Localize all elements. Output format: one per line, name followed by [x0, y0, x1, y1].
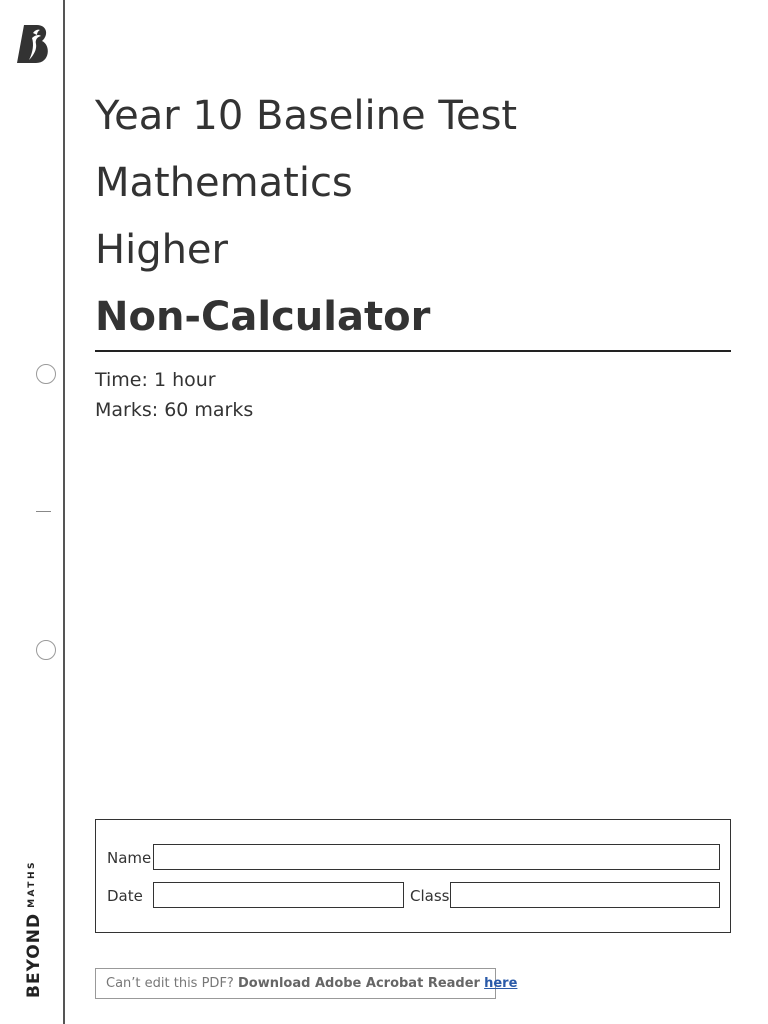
punch-hole-bottom: [36, 640, 56, 660]
brand-name: BEYOND: [24, 912, 44, 998]
title-line-2: Mathematics: [95, 160, 353, 206]
time-info: Time: 1 hour: [95, 369, 216, 391]
brand-sub: MATHS: [27, 860, 37, 908]
class-label: Class: [410, 887, 450, 905]
punch-hole-top: [36, 364, 56, 384]
acrobat-banner: [95, 968, 518, 999]
student-details-form: [95, 819, 731, 933]
title-line-1: Year 10 Baseline Test: [95, 93, 518, 139]
brand-wordmark: [24, 860, 44, 998]
banner-action: Download Adobe Acrobat Reader: [237, 976, 480, 991]
banner-prefix: Can’t edit this PDF?: [106, 976, 234, 991]
class-field[interactable]: [450, 882, 720, 908]
name-label: Name: [107, 849, 152, 867]
paper-type: Non-Calculator: [95, 294, 431, 340]
date-label: Date: [107, 887, 143, 905]
title-divider: [95, 350, 731, 352]
title-line-3: Higher: [95, 227, 228, 273]
date-field[interactable]: [153, 882, 404, 908]
download-link[interactable]: here: [484, 976, 518, 991]
name-field[interactable]: [153, 844, 720, 870]
beyond-logo-icon: [14, 22, 52, 66]
marks-info: Marks: 60 marks: [95, 399, 254, 421]
fold-mark: [36, 511, 51, 512]
margin-rule: [63, 0, 65, 1024]
